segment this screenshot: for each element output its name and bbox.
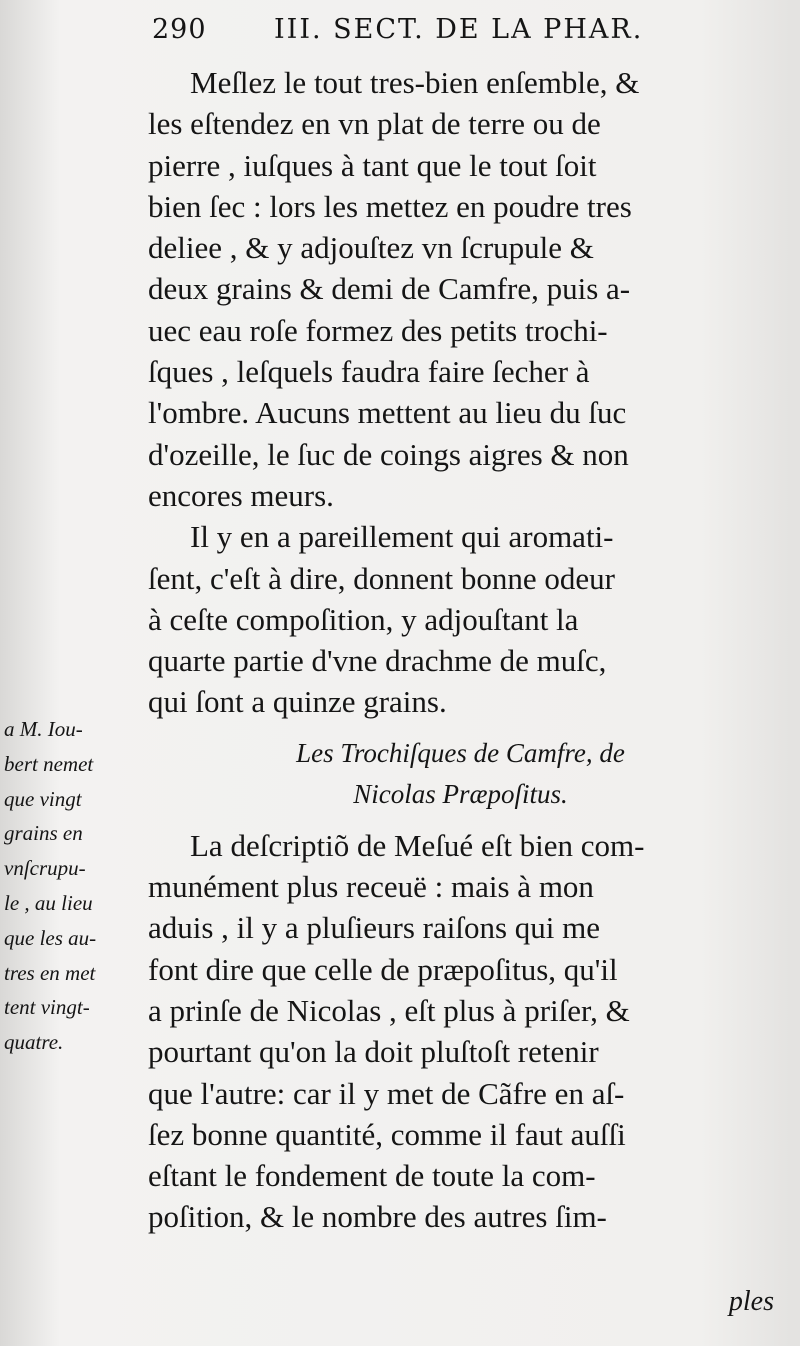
- text-line: a prinſe de Nicolas , eſt plus à priſer, &: [148, 992, 630, 1028]
- text-line: ſent, c'eſt à dire, donnent bonne odeur: [148, 560, 615, 596]
- text-line: bien ſec : lors les mettez en poudre tres: [148, 188, 632, 224]
- main-text: [148, 62, 773, 1238]
- margin-line: grains en: [4, 821, 83, 846]
- margin-line: tres en met: [4, 960, 96, 985]
- text-line: deux grains & demi de Camfre, puis a-: [148, 271, 631, 307]
- page-header: [152, 14, 712, 50]
- running-title: III. SECT. DE LA PHAR.: [274, 14, 644, 45]
- text-line: ſques , leſquels faudra faire ſecher à: [148, 354, 590, 390]
- margin-line: que vingt: [4, 786, 82, 811]
- text-line: à ceſte compoſition, y adjouſtant la: [148, 601, 579, 637]
- text-line: aduis , il y a pluſieurs raiſons qui me: [148, 910, 601, 946]
- text-line: deliee , & y adjouſtez vn ſcrupule &: [148, 230, 594, 266]
- text-line: qui ſont a quinze grains.: [148, 684, 447, 720]
- margin-line: bert nemet: [4, 751, 94, 776]
- heading-line-2: Nicolas Præpoſitus.: [353, 778, 568, 809]
- page-number: 290: [152, 14, 207, 45]
- catchword: ples: [728, 1286, 774, 1317]
- text-line: font dire que celle de præpoſitus, qu'il: [148, 951, 618, 987]
- text-line: La deſcriptiõ de Meſué eſt bien com-: [190, 827, 645, 863]
- paragraph-2: [148, 516, 773, 722]
- text-line: eſtant le fondement de toute la com-: [148, 1158, 596, 1194]
- text-line: Il y en a pareillement qui aromati-: [190, 519, 614, 555]
- margin-line: le , au lieu: [4, 890, 93, 915]
- text-line: munément plus receuë : mais à mon: [148, 869, 594, 905]
- margin-line: tent vingt-: [4, 995, 90, 1020]
- text-line: ſez bonne quantité, comme il faut auſſi: [148, 1116, 626, 1152]
- text-line: l'ombre. Aucuns mettent au lieu du ſuc: [148, 395, 627, 431]
- text-line: d'ozeille, le ſuc de coings aigres & non: [148, 436, 629, 472]
- text-line: les eſtendez en vn plat de terre ou de: [148, 106, 601, 142]
- margin-line: vnſcrupu-: [4, 856, 86, 881]
- paragraph-3: [148, 825, 773, 1238]
- heading-line-1: Les Trochiſques de Camfre, de: [296, 737, 625, 768]
- text-line: poſition, & le nombre des autres ſim-: [148, 1199, 607, 1235]
- text-line: Meſlez le tout tres-bien enſemble, &: [190, 65, 640, 100]
- section-heading: [148, 733, 773, 815]
- margin-line: quatre.: [4, 1030, 64, 1055]
- text-line: pourtant qu'on la doit pluſtoſt retenir: [148, 1034, 599, 1070]
- paragraph-1: [148, 62, 773, 516]
- marginal-note: [4, 712, 146, 1060]
- text-line: uec eau roſe formez des petits trochi-: [148, 312, 608, 348]
- text-line: quarte partie d'vne drachme de muſc,: [148, 643, 607, 679]
- margin-line: a M. Iou-: [4, 717, 83, 741]
- text-line: pierre , iuſques à tant que le tout ſoit: [148, 147, 597, 183]
- margin-line: que les au-: [4, 925, 97, 950]
- text-line: que l'autre: car il y met de Cãfre en aſ-: [148, 1075, 625, 1111]
- text-line: encores meurs.: [148, 477, 334, 513]
